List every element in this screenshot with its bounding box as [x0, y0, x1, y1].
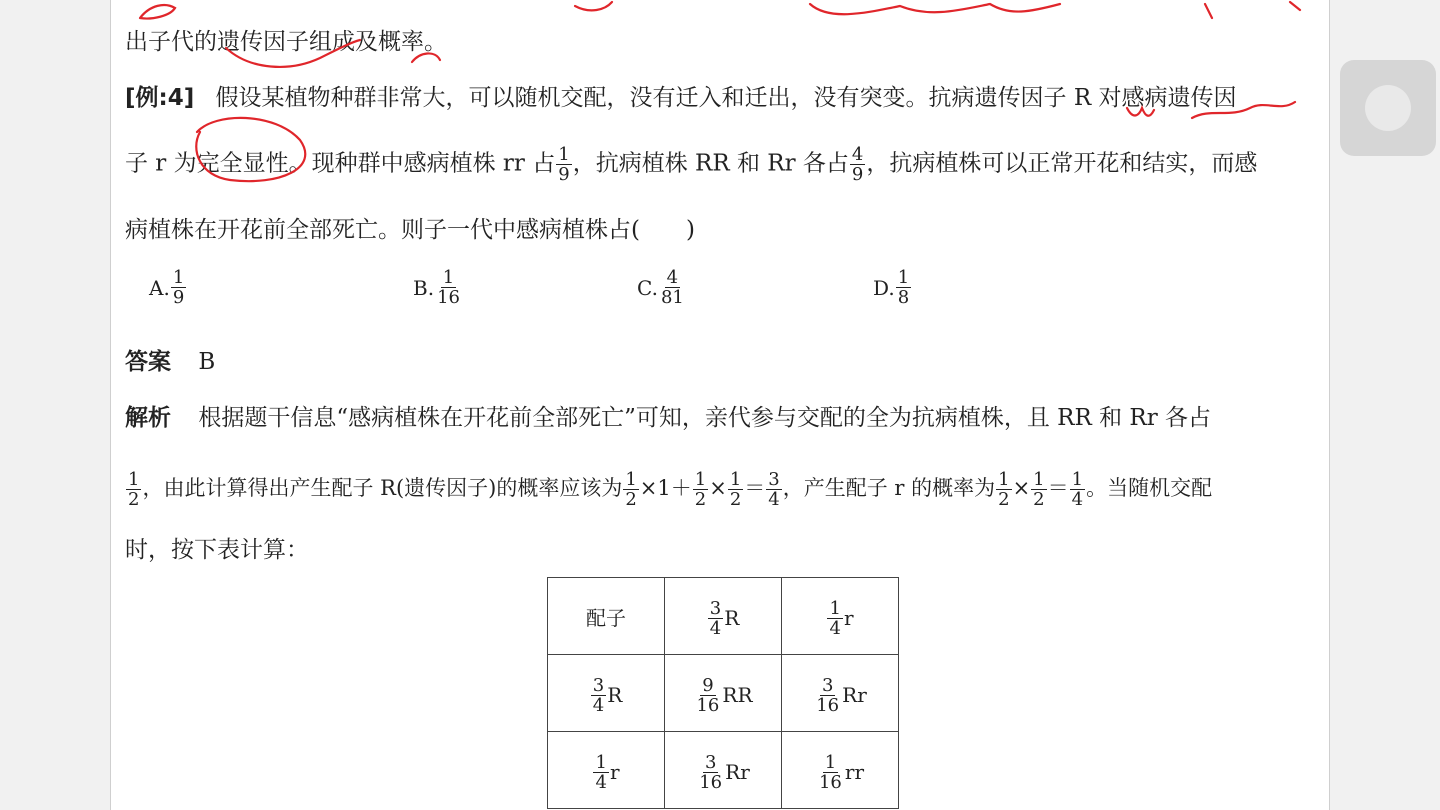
analysis-label: 解析: [125, 405, 171, 431]
example-label: [例:4]: [125, 85, 195, 111]
example-text-2c: ，抗病植株可以正常开花和结实，而感: [866, 150, 1258, 177]
table-cell: $\frac{3}{16}$ Rr: [665, 732, 782, 809]
example-text-2a: 子 r 为完全显性。现种群中感病植株 rr 占: [125, 150, 556, 177]
table-col-header: $\frac{1}{4}$ r: [782, 578, 899, 655]
answer-label: 答案: [125, 349, 171, 375]
answer-value: B: [198, 349, 216, 375]
option-c: C. $\frac{4}{81}$: [637, 267, 684, 308]
example-line-3: 病植株在开花前全部死亡。则子一代中感病植株占( ): [125, 217, 695, 243]
table-cell: $\frac{9}{16}$ RR: [665, 655, 782, 732]
analysis-line-3: 时，按下表计算：: [125, 537, 309, 563]
table-row-header: $\frac{3}{4}$ R: [548, 655, 665, 732]
punnett-table: [547, 577, 899, 809]
analysis-line-2: $\frac{1}{2}$ ，由此计算得出产生配子 R(遗传因子)的概率应该为 $\frac{1}{2}$ ×1＋ $\frac{1}{2}$ × $\frac{1}{2}$ ＝ $\frac{3}{4}$ ，产生配子 r 的概率为 $\frac{1}{2}$ × $\frac{1}{2}$ ＝ $\frac{1}{4}$ 。当随机交配: [128, 469, 1213, 510]
fraction-rr: $\frac{1}{9}$: [558, 144, 570, 185]
document-page: [110, 0, 1330, 810]
option-a: A. $\frac{1}{9}$: [149, 267, 185, 308]
table-col-header: $\frac{3}{4}$ R: [665, 578, 782, 655]
analysis-line-1: [125, 404, 1211, 432]
analysis-text-1: 根据题干信息“感病植株在开花前全部死亡”可知，亲代参与交配的全为抗病植株，且 RR 和 Rr 各占: [198, 405, 1212, 431]
table-cell: $\frac{1}{16}$ rr: [782, 732, 899, 809]
table-row-header: $\frac{1}{4}$ r: [548, 732, 665, 809]
example-text-1: 假设某植物种群非常大，可以随机交配，没有迁入和迁出，没有突变。抗病遗传因子 R 对感病遗传因: [215, 85, 1237, 111]
example-text-2b: ，抗病植株 RR 和 Rr 各占: [572, 150, 849, 177]
example-line-2: [125, 145, 1257, 184]
fraction-rR: $\frac{4}{9}$: [851, 144, 864, 185]
answer-line: [125, 348, 215, 376]
floating-action-button[interactable]: [1340, 60, 1436, 156]
table-header-cell: 配子: [548, 578, 665, 655]
circle-icon: [1365, 85, 1411, 131]
option-d: D. $\frac{1}{8}$: [873, 267, 910, 308]
text-line-top: 出子代的遗传因子组成及概率。: [125, 29, 447, 55]
option-b: B. $\frac{1}{16}$: [413, 267, 460, 308]
table-cell: $\frac{3}{16}$ Rr: [782, 655, 899, 732]
example-line-1: [125, 84, 1237, 112]
